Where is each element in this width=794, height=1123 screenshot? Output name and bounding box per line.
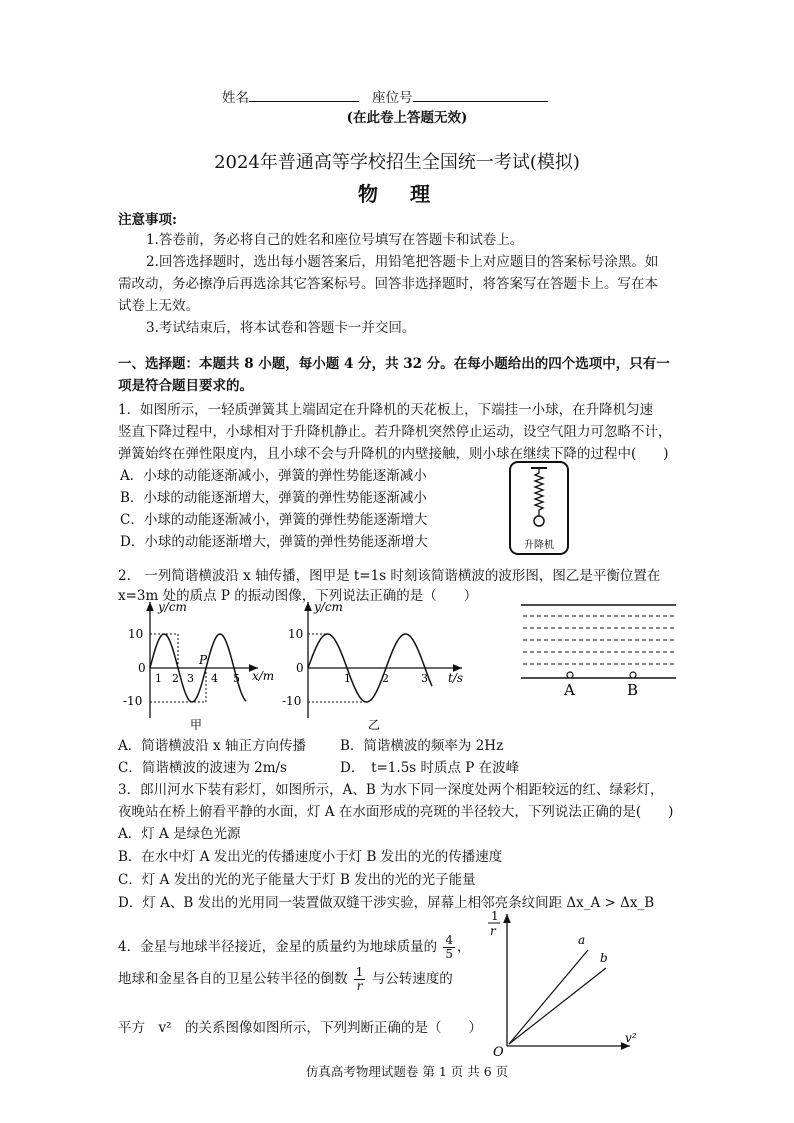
invalid-note: (在此卷上答题无效) <box>346 110 468 126</box>
q4-line-a <box>509 950 588 1044</box>
q1-option-a: A．小球的动能逐渐减小，弹簧的弹性势能逐渐减小 <box>120 468 427 484</box>
q2-line-2: x=3m 处的质点 P 的振动图像，下列说法正确的是（ ） <box>118 588 478 604</box>
jia-xtick-1: 1 <box>155 672 162 685</box>
name-field <box>222 86 359 106</box>
yi-ytick-0: 0 <box>296 661 304 675</box>
elevator-label: 升降机 <box>524 540 554 551</box>
section1-line-1: 一、选择题：本题共 8 小题，每小题 4 分，共 32 分。在每小题给出的四个选项中，只有一 <box>118 356 670 372</box>
q4-frac2-num: 1 <box>355 965 364 979</box>
q4-ylabel-num: 1 <box>491 909 499 923</box>
spring <box>535 468 543 516</box>
q4-frac-num: 4 <box>445 933 454 947</box>
seat-blank <box>413 87 548 102</box>
yi-ytick-10: 10 <box>288 627 304 641</box>
elevator-figure <box>505 458 575 558</box>
vibration-graph-yi <box>282 598 472 733</box>
jia-xlabel: x/m <box>252 669 275 683</box>
q4-frac2-den: r <box>356 979 363 993</box>
jia-caption: 甲 <box>190 718 203 732</box>
section1-line-2: 项是符合题目要求的。 <box>118 378 253 394</box>
q4-fraction-1-r <box>354 966 366 993</box>
yi-xtick-3: 3 <box>421 672 428 685</box>
q3-line-2: 夜晚站在桥上俯看平静的水面，灯 A 在水面形成的亮斑的半径较大，下列说法正确的是( ) <box>118 804 674 820</box>
q4-frac-den: 5 <box>445 947 454 961</box>
q2-option-d: D． t=1.5s 时质点 P 在波峰 <box>340 760 520 776</box>
yi-ylabel: y/cm <box>314 600 343 614</box>
jia-ylabel: y/cm <box>158 600 187 614</box>
lamp-a-label: A <box>564 681 575 699</box>
note-line-3: 需改动，务必擦净后再选涂其它答案标号。回答非选择题时，将答案写在答题卡上。写在本 <box>118 276 658 292</box>
q1-option-d: D．小球的动能逐渐增大，弹簧的弹性势能逐渐增大 <box>120 534 428 550</box>
q4-xlabel: v² <box>625 1031 637 1045</box>
q3-option-b: B．在水中灯 A 发出光的传播速度小于灯 B 发出的光的传播速度 <box>118 849 503 865</box>
q4-label-a: a <box>578 933 586 947</box>
q4-ylabel-den: r <box>490 924 496 938</box>
q4-origin: O <box>493 1045 504 1058</box>
page-footer: 仿真高考物理试题卷 第 1 页 共 6 页 <box>305 1064 509 1079</box>
q4-line-3: 平方 v² 的关系图像如图所示，下列判断正确的是（ ） <box>118 1020 483 1036</box>
note-line-2: 2.回答选择题时，选出每小题答案后，用铅笔把答题卡上对应题目的答案标号涂黑。如 <box>146 254 659 270</box>
jia-ytick-0: 0 <box>138 661 146 675</box>
jia-xtick-2: 2 <box>172 672 179 685</box>
lamp-b <box>630 672 636 678</box>
ball <box>534 516 544 526</box>
note-line-1: 1.答卷前，务必将自己的姓名和座位号填写在答题卡和试卷上。 <box>146 232 524 248</box>
yi-xlabel: t/s <box>448 671 464 685</box>
seat-label: 座位号 <box>372 90 413 106</box>
q4-line-2a: 地球和金星各自的卫星公转半径的倒数 <box>118 971 348 987</box>
jia-ytick-minus10: -10 <box>123 694 143 708</box>
water-lights-figure <box>518 600 678 705</box>
q2-line-1: 2. 一列简谐横波沿 x 轴传播，图甲是 t=1s 时刻该简谐横波的波形图，图乙是平衡位置在 <box>118 568 661 584</box>
q4-line-2 <box>118 966 453 993</box>
q4-fraction-4-5 <box>443 934 455 961</box>
name-blank <box>249 87 359 102</box>
jia-ytick-10: 10 <box>128 627 144 641</box>
q2-option-a: A．简谐横波沿 x 轴正方向传播 <box>118 738 306 754</box>
q3-option-c: C．灯 A 发出的光的光子能量大于灯 B 发出的光的光子能量 <box>118 872 476 888</box>
jia-xtick-5: 5 <box>233 672 240 685</box>
lamp-b-label: B <box>627 681 639 699</box>
yi-xtick-2: 2 <box>382 672 389 685</box>
q4-graph <box>480 906 640 1058</box>
jia-xtick-3: 3 <box>187 672 194 685</box>
q1-line-2: 竖直下降过程中，小球相对于升降机静止。若升降机突然停止运动，设空气阻力可忽略不计， <box>118 424 672 440</box>
jia-xtick-4: 4 <box>211 672 218 685</box>
q4-line-1-text: 4．金星与地球半径接近，金星的质量约为地球质量的 <box>118 939 438 955</box>
name-label: 姓名 <box>222 90 249 106</box>
q2-option-b: B．简谐横波的频率为 2Hz <box>340 738 504 754</box>
q3-option-d: D．灯 A、B 发出的光用同一装置做双缝干涉实验，屏幕上相邻亮条纹间距 Δx_A > Δx_B <box>118 895 655 911</box>
note-line-4: 试卷上无效。 <box>118 298 199 314</box>
q4-line-2b: 与公转速度的 <box>371 971 453 987</box>
q1-line-3: 弹簧始终在弹性限度内，且小球不会与升降机的内壁接触，则小球在继续下降的过程中( ) <box>118 446 669 462</box>
notes-heading: 注意事项: <box>118 212 177 228</box>
lamp-a <box>567 672 573 678</box>
exam-title: 2024年普通高等学校招生全国统一考试(模拟) <box>214 152 580 173</box>
yi-caption: 乙 <box>368 718 381 732</box>
q1-option-b: B．小球的动能逐渐增大，弹簧的弹性势能逐渐减小 <box>120 490 427 506</box>
wave-graph-jia <box>110 598 285 733</box>
q4-line-b <box>509 968 606 1044</box>
q2-option-c: C．简谐横波的波速为 2m/s <box>118 760 287 776</box>
subject-title: 物 理 <box>358 182 436 206</box>
q3-option-a: A．灯 A 是绿色光源 <box>118 826 241 842</box>
q3-line-1: 3．郎川河水下装有彩灯，如图所示，A、B 为水下同一深度处两个相距较远的红、绿彩灯， <box>118 782 664 798</box>
yi-xtick-1: 1 <box>344 672 351 685</box>
seat-field <box>372 86 548 106</box>
yi-ytick-minus10: -10 <box>282 694 302 708</box>
note-line-5: 3.考试结束后，将本试卷和答题卡一并交回。 <box>146 320 416 336</box>
jia-point-p: P <box>199 653 208 667</box>
q1-option-c: C．小球的动能逐渐减小，弹簧的弹性势能逐渐增大 <box>120 512 428 528</box>
q4-label-b: b <box>600 951 608 965</box>
q1-line-1: 1．如图所示，一轻质弹簧其上端固定在升降机的天花板上，下端挂一小球，在升降机匀速 <box>118 402 654 418</box>
q4-line-1: 4．金星与地球半径接近，金星的质量约为地球质量的 $\frac{4}{5}$ ， <box>118 933 471 961</box>
